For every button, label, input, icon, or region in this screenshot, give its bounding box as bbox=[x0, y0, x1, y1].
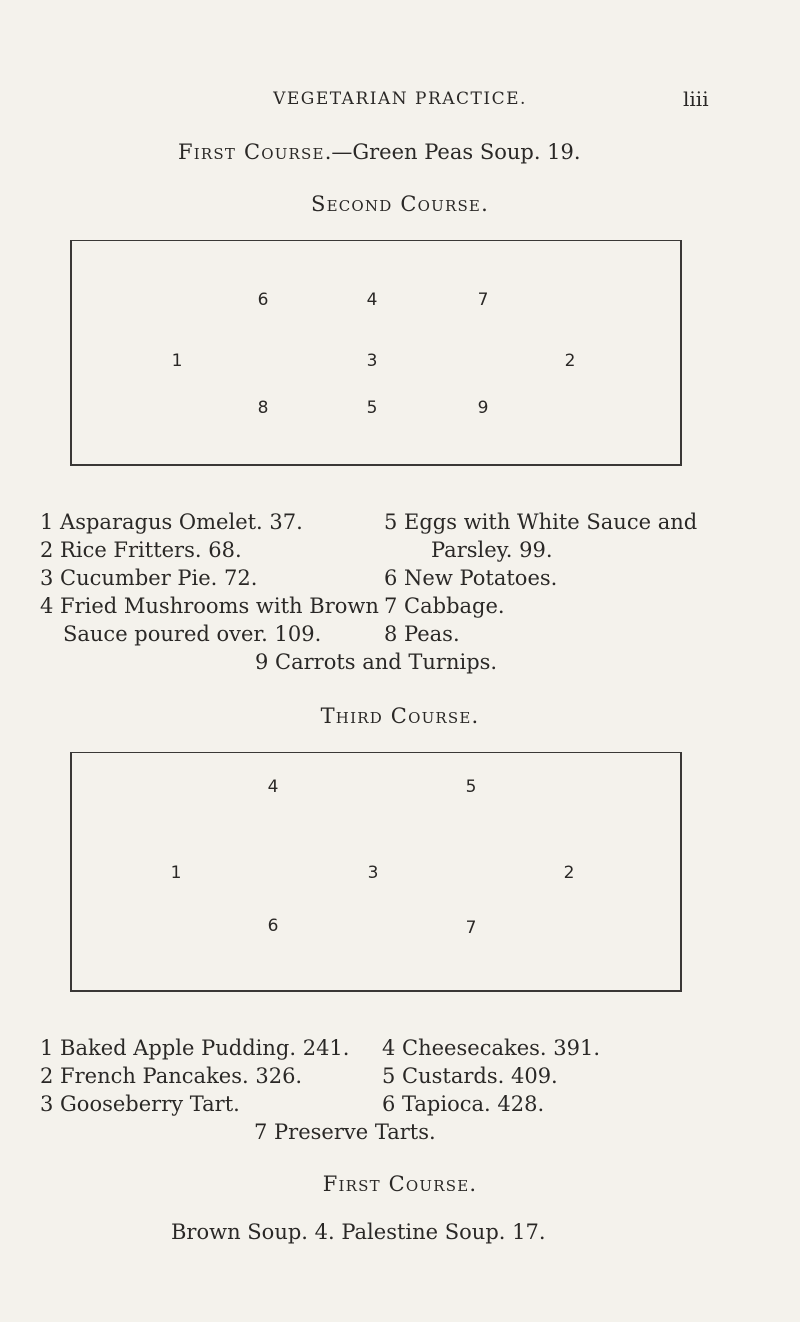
legend-item: 1 Asparagus Omelet. 37. bbox=[40, 510, 303, 534]
dish-position: 8 bbox=[257, 398, 269, 418]
legend-item: 9 Carrots and Turnips. bbox=[255, 650, 498, 674]
legend-item: 3 Gooseberry Tart. bbox=[40, 1092, 240, 1116]
dish-position: 5 bbox=[465, 777, 477, 797]
legend-item: 4 Cheesecakes. 391. bbox=[382, 1036, 601, 1060]
dish-position: 3 bbox=[367, 863, 379, 883]
first-course-label: First Course bbox=[178, 140, 325, 164]
third-course-title: Third Course. bbox=[320, 704, 480, 728]
dish-position: 2 bbox=[563, 863, 575, 883]
dish-position: 7 bbox=[465, 918, 477, 938]
legend-item: 6 Tapioca. 428. bbox=[382, 1092, 545, 1116]
legend-item-continued: Sauce poured over. 109. bbox=[63, 622, 322, 646]
legend-item: 7 Preserve Tarts. bbox=[254, 1120, 436, 1144]
legend-item: 2 French Pancakes. 326. bbox=[40, 1064, 303, 1088]
second-course-title: Second Course. bbox=[311, 192, 489, 216]
dish-position: 3 bbox=[366, 351, 378, 371]
first-course-text: .—Green Peas Soup. 19. bbox=[324, 140, 581, 164]
dish-position: 9 bbox=[477, 398, 489, 418]
legend-item: 2 Rice Fritters. 68. bbox=[40, 538, 242, 562]
dish-position: 4 bbox=[267, 777, 279, 797]
dish-position: 1 bbox=[170, 863, 182, 883]
running-header: VEGETARIAN PRACTICE. bbox=[273, 89, 527, 109]
legend-item: 7 Cabbage. bbox=[384, 594, 505, 618]
legend-item: 3 Cucumber Pie. 72. bbox=[40, 566, 258, 590]
legend-item: 1 Baked Apple Pudding. 241. bbox=[40, 1036, 350, 1060]
legend-item: 5 Custards. 409. bbox=[382, 1064, 558, 1088]
legend-item: 5 Eggs with White Sauce and bbox=[384, 510, 698, 534]
third-course-table-diagram bbox=[70, 752, 682, 992]
legend-item-continued: Parsley. 99. bbox=[431, 538, 553, 562]
page-number: liii bbox=[683, 87, 709, 111]
dish-position: 1 bbox=[171, 351, 183, 371]
second-course-table-diagram bbox=[70, 240, 682, 466]
legend-item: 6 New Potatoes. bbox=[384, 566, 558, 590]
dish-position: 6 bbox=[267, 916, 279, 936]
first-course-line bbox=[178, 140, 581, 164]
first-course-soups: Brown Soup. 4. Palestine Soup. 17. bbox=[171, 1220, 546, 1244]
dish-position: 2 bbox=[564, 351, 576, 371]
dish-position: 7 bbox=[477, 290, 489, 310]
dish-position: 5 bbox=[366, 398, 378, 418]
legend-item: 4 Fried Mushrooms with Brown bbox=[40, 594, 379, 618]
legend-item: 8 Peas. bbox=[384, 622, 460, 646]
first-course-title: First Course. bbox=[322, 1172, 478, 1196]
dish-position: 6 bbox=[257, 290, 269, 310]
dish-position: 4 bbox=[366, 290, 378, 310]
